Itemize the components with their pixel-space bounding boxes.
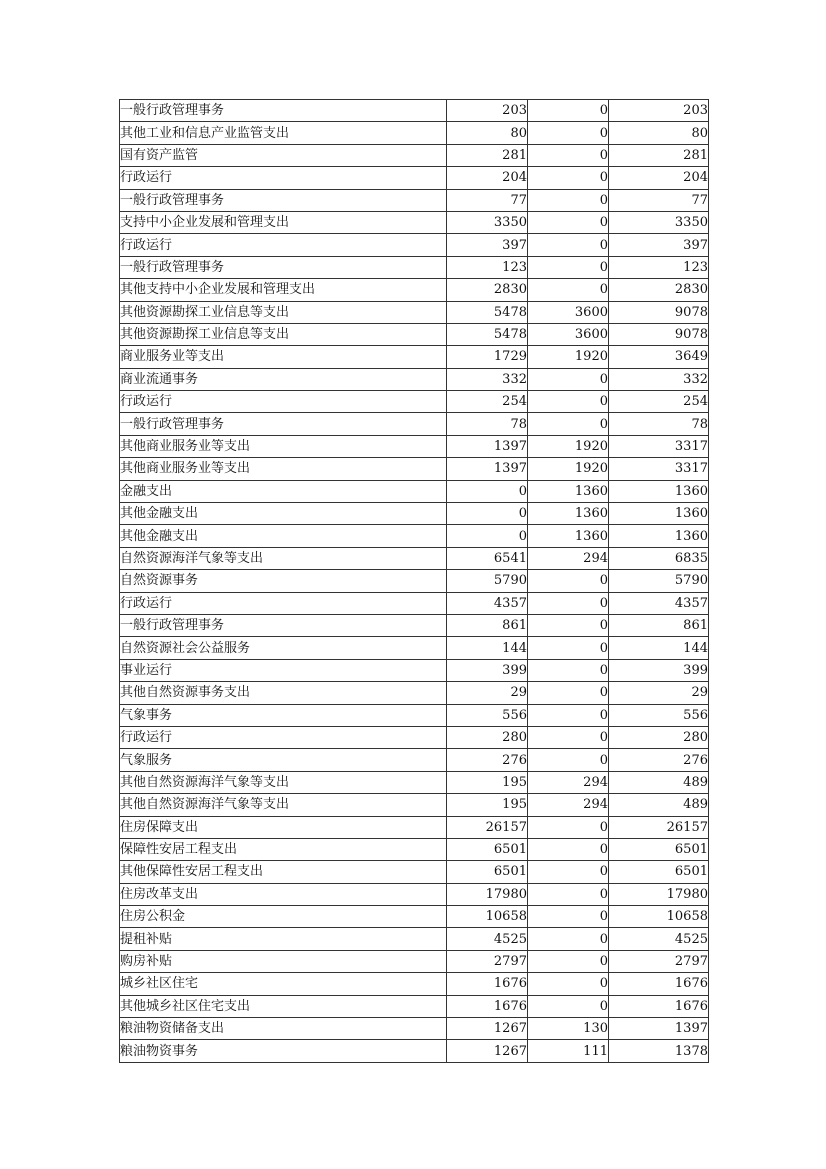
amount-cell-c: 3317	[609, 458, 709, 480]
item-name-cell: 行政运行	[120, 592, 447, 614]
amount-cell-a: 0	[447, 480, 528, 502]
amount-cell-b: 0	[528, 570, 609, 592]
amount-cell-a: 1729	[447, 346, 528, 368]
amount-cell-b: 0	[528, 637, 609, 659]
amount-cell-b: 0	[528, 391, 609, 413]
table-row	[120, 1018, 709, 1040]
item-name-cell: 其他城乡社区住宅支出	[120, 995, 447, 1017]
amount-cell-b: 3600	[528, 323, 609, 345]
item-name-cell: 行政运行	[120, 391, 447, 413]
item-name-cell: 粮油物资事务	[120, 1040, 447, 1062]
amount-cell-c: 3350	[609, 211, 709, 233]
table-row	[120, 346, 709, 368]
table-row	[120, 995, 709, 1017]
amount-cell-a: 280	[447, 726, 528, 748]
amount-cell-b: 0	[528, 682, 609, 704]
amount-cell-c: 276	[609, 749, 709, 771]
amount-cell-a: 5478	[447, 323, 528, 345]
table-row	[120, 637, 709, 659]
table-row	[120, 614, 709, 636]
amount-cell-a: 3350	[447, 211, 528, 233]
table-row	[120, 771, 709, 793]
amount-cell-a: 276	[447, 749, 528, 771]
amount-cell-a: 397	[447, 234, 528, 256]
amount-cell-c: 280	[609, 726, 709, 748]
amount-cell-c: 9078	[609, 323, 709, 345]
amount-cell-c: 489	[609, 794, 709, 816]
item-name-cell: 金融支出	[120, 480, 447, 502]
amount-cell-c: 17980	[609, 883, 709, 905]
amount-cell-c: 1360	[609, 525, 709, 547]
amount-cell-a: 281	[447, 144, 528, 166]
item-name-cell: 国有资产监管	[120, 144, 447, 166]
amount-cell-b: 0	[528, 861, 609, 883]
table-row	[120, 682, 709, 704]
amount-cell-c: 10658	[609, 906, 709, 928]
table-row	[120, 525, 709, 547]
amount-cell-a: 77	[447, 189, 528, 211]
item-name-cell: 城乡社区住宅	[120, 973, 447, 995]
table-row	[120, 950, 709, 972]
table-row	[120, 480, 709, 502]
item-name-cell: 行政运行	[120, 726, 447, 748]
amount-cell-b: 0	[528, 726, 609, 748]
amount-cell-b: 0	[528, 592, 609, 614]
table-row	[120, 144, 709, 166]
table-row	[120, 749, 709, 771]
amount-cell-a: 1397	[447, 435, 528, 457]
item-name-cell: 事业运行	[120, 659, 447, 681]
amount-cell-c: 123	[609, 256, 709, 278]
amount-cell-c: 5790	[609, 570, 709, 592]
item-name-cell: 购房补贴	[120, 950, 447, 972]
amount-cell-b: 130	[528, 1018, 609, 1040]
amount-cell-c: 3317	[609, 435, 709, 457]
item-name-cell: 其他自然资源海洋气象等支出	[120, 771, 447, 793]
amount-cell-b: 0	[528, 906, 609, 928]
amount-cell-b: 0	[528, 816, 609, 838]
amount-cell-a: 0	[447, 525, 528, 547]
table-row	[120, 816, 709, 838]
item-name-cell: 自然资源事务	[120, 570, 447, 592]
table-row	[120, 1040, 709, 1062]
amount-cell-a: 26157	[447, 816, 528, 838]
table-row	[120, 413, 709, 435]
amount-cell-b: 0	[528, 928, 609, 950]
item-name-cell: 保障性安居工程支出	[120, 838, 447, 860]
amount-cell-c: 80	[609, 122, 709, 144]
amount-cell-b: 0	[528, 144, 609, 166]
amount-cell-c: 26157	[609, 816, 709, 838]
amount-cell-c: 489	[609, 771, 709, 793]
item-name-cell: 一般行政管理事务	[120, 614, 447, 636]
item-name-cell: 自然资源海洋气象等支出	[120, 547, 447, 569]
amount-cell-a: 861	[447, 614, 528, 636]
amount-cell-a: 195	[447, 771, 528, 793]
amount-cell-a: 6501	[447, 838, 528, 860]
table-row	[120, 794, 709, 816]
table-row	[120, 234, 709, 256]
amount-cell-b: 1920	[528, 435, 609, 457]
amount-cell-b: 294	[528, 547, 609, 569]
amount-cell-c: 4525	[609, 928, 709, 950]
item-name-cell: 其他支持中小企业发展和管理支出	[120, 279, 447, 301]
item-name-cell: 其他资源勘探工业信息等支出	[120, 323, 447, 345]
amount-cell-a: 1397	[447, 458, 528, 480]
item-name-cell: 气象事务	[120, 704, 447, 726]
amount-cell-c: 144	[609, 637, 709, 659]
table-row	[120, 704, 709, 726]
amount-cell-a: 6541	[447, 547, 528, 569]
amount-cell-b: 294	[528, 771, 609, 793]
budget-table	[119, 99, 709, 1063]
table-row	[120, 503, 709, 525]
amount-cell-c: 2830	[609, 279, 709, 301]
amount-cell-c: 1360	[609, 480, 709, 502]
amount-cell-c: 1397	[609, 1018, 709, 1040]
amount-cell-c: 3649	[609, 346, 709, 368]
amount-cell-c: 397	[609, 234, 709, 256]
item-name-cell: 自然资源社会公益服务	[120, 637, 447, 659]
amount-cell-c: 1676	[609, 973, 709, 995]
amount-cell-c: 6835	[609, 547, 709, 569]
item-name-cell: 商业流通事务	[120, 368, 447, 390]
table-row	[120, 391, 709, 413]
item-name-cell: 一般行政管理事务	[120, 413, 447, 435]
amount-cell-b: 1360	[528, 480, 609, 502]
item-name-cell: 其他资源勘探工业信息等支出	[120, 301, 447, 323]
amount-cell-b: 0	[528, 234, 609, 256]
table-row	[120, 368, 709, 390]
amount-cell-b: 1920	[528, 346, 609, 368]
amount-cell-c: 204	[609, 167, 709, 189]
amount-cell-c: 9078	[609, 301, 709, 323]
table-row	[120, 547, 709, 569]
amount-cell-b: 294	[528, 794, 609, 816]
amount-cell-a: 10658	[447, 906, 528, 928]
table-row	[120, 122, 709, 144]
amount-cell-a: 195	[447, 794, 528, 816]
amount-cell-c: 332	[609, 368, 709, 390]
amount-cell-c: 78	[609, 413, 709, 435]
amount-cell-a: 2797	[447, 950, 528, 972]
item-name-cell: 其他工业和信息产业监管支出	[120, 122, 447, 144]
amount-cell-b: 0	[528, 256, 609, 278]
table-row	[120, 592, 709, 614]
amount-cell-a: 5790	[447, 570, 528, 592]
amount-cell-c: 1378	[609, 1040, 709, 1062]
table-row	[120, 906, 709, 928]
amount-cell-a: 4357	[447, 592, 528, 614]
amount-cell-b: 0	[528, 167, 609, 189]
table-row	[120, 167, 709, 189]
amount-cell-c: 861	[609, 614, 709, 636]
amount-cell-a: 29	[447, 682, 528, 704]
amount-cell-c: 6501	[609, 861, 709, 883]
amount-cell-b: 0	[528, 704, 609, 726]
amount-cell-a: 6501	[447, 861, 528, 883]
amount-cell-c: 77	[609, 189, 709, 211]
table-row	[120, 861, 709, 883]
amount-cell-a: 144	[447, 637, 528, 659]
table-row	[120, 458, 709, 480]
amount-cell-c: 1360	[609, 503, 709, 525]
amount-cell-b: 0	[528, 368, 609, 390]
amount-cell-a: 204	[447, 167, 528, 189]
item-name-cell: 其他金融支出	[120, 503, 447, 525]
table-row	[120, 279, 709, 301]
item-name-cell: 行政运行	[120, 167, 447, 189]
amount-cell-b: 0	[528, 950, 609, 972]
amount-cell-c: 2797	[609, 950, 709, 972]
amount-cell-b: 0	[528, 279, 609, 301]
item-name-cell: 提租补贴	[120, 928, 447, 950]
table-row	[120, 883, 709, 905]
item-name-cell: 住房保障支出	[120, 816, 447, 838]
table-row	[120, 928, 709, 950]
amount-cell-b: 0	[528, 749, 609, 771]
amount-cell-a: 1676	[447, 995, 528, 1017]
amount-cell-b: 0	[528, 614, 609, 636]
table-row	[120, 726, 709, 748]
item-name-cell: 商业服务业等支出	[120, 346, 447, 368]
amount-cell-a: 203	[447, 100, 528, 122]
table-row	[120, 189, 709, 211]
amount-cell-c: 4357	[609, 592, 709, 614]
amount-cell-a: 2830	[447, 279, 528, 301]
item-name-cell: 住房改革支出	[120, 883, 447, 905]
amount-cell-b: 1920	[528, 458, 609, 480]
item-name-cell: 支持中小企业发展和管理支出	[120, 211, 447, 233]
item-name-cell: 粮油物资储备支出	[120, 1018, 447, 1040]
amount-cell-a: 254	[447, 391, 528, 413]
table-row	[120, 435, 709, 457]
amount-cell-a: 80	[447, 122, 528, 144]
item-name-cell: 行政运行	[120, 234, 447, 256]
amount-cell-a: 4525	[447, 928, 528, 950]
item-name-cell: 其他自然资源事务支出	[120, 682, 447, 704]
amount-cell-a: 123	[447, 256, 528, 278]
amount-cell-a: 1267	[447, 1018, 528, 1040]
amount-cell-b: 1360	[528, 525, 609, 547]
amount-cell-b: 0	[528, 838, 609, 860]
amount-cell-c: 6501	[609, 838, 709, 860]
amount-cell-a: 1676	[447, 973, 528, 995]
table-row	[120, 570, 709, 592]
table-row	[120, 256, 709, 278]
amount-cell-a: 5478	[447, 301, 528, 323]
amount-cell-a: 0	[447, 503, 528, 525]
item-name-cell: 气象服务	[120, 749, 447, 771]
item-name-cell: 其他商业服务业等支出	[120, 435, 447, 457]
amount-cell-b: 111	[528, 1040, 609, 1062]
amount-cell-a: 78	[447, 413, 528, 435]
item-name-cell: 其他保障性安居工程支出	[120, 861, 447, 883]
amount-cell-c: 203	[609, 100, 709, 122]
amount-cell-a: 17980	[447, 883, 528, 905]
amount-cell-b: 0	[528, 973, 609, 995]
amount-cell-a: 399	[447, 659, 528, 681]
amount-cell-b: 0	[528, 995, 609, 1017]
amount-cell-a: 1267	[447, 1040, 528, 1062]
amount-cell-b: 0	[528, 122, 609, 144]
budget-table-body	[120, 100, 709, 1063]
item-name-cell: 其他金融支出	[120, 525, 447, 547]
amount-cell-a: 556	[447, 704, 528, 726]
amount-cell-b: 0	[528, 659, 609, 681]
amount-cell-b: 1360	[528, 503, 609, 525]
amount-cell-c: 556	[609, 704, 709, 726]
amount-cell-a: 332	[447, 368, 528, 390]
amount-cell-c: 281	[609, 144, 709, 166]
item-name-cell: 一般行政管理事务	[120, 189, 447, 211]
amount-cell-c: 1676	[609, 995, 709, 1017]
table-row	[120, 973, 709, 995]
amount-cell-c: 254	[609, 391, 709, 413]
table-row	[120, 301, 709, 323]
amount-cell-b: 0	[528, 211, 609, 233]
amount-cell-b: 0	[528, 413, 609, 435]
item-name-cell: 一般行政管理事务	[120, 256, 447, 278]
table-row	[120, 100, 709, 122]
amount-cell-b: 3600	[528, 301, 609, 323]
amount-cell-c: 29	[609, 682, 709, 704]
item-name-cell: 住房公积金	[120, 906, 447, 928]
amount-cell-b: 0	[528, 189, 609, 211]
item-name-cell: 其他商业服务业等支出	[120, 458, 447, 480]
table-row	[120, 323, 709, 345]
table-row	[120, 211, 709, 233]
amount-cell-b: 0	[528, 100, 609, 122]
amount-cell-c: 399	[609, 659, 709, 681]
table-row	[120, 659, 709, 681]
amount-cell-b: 0	[528, 883, 609, 905]
item-name-cell: 其他自然资源海洋气象等支出	[120, 794, 447, 816]
item-name-cell: 一般行政管理事务	[120, 100, 447, 122]
table-row	[120, 838, 709, 860]
